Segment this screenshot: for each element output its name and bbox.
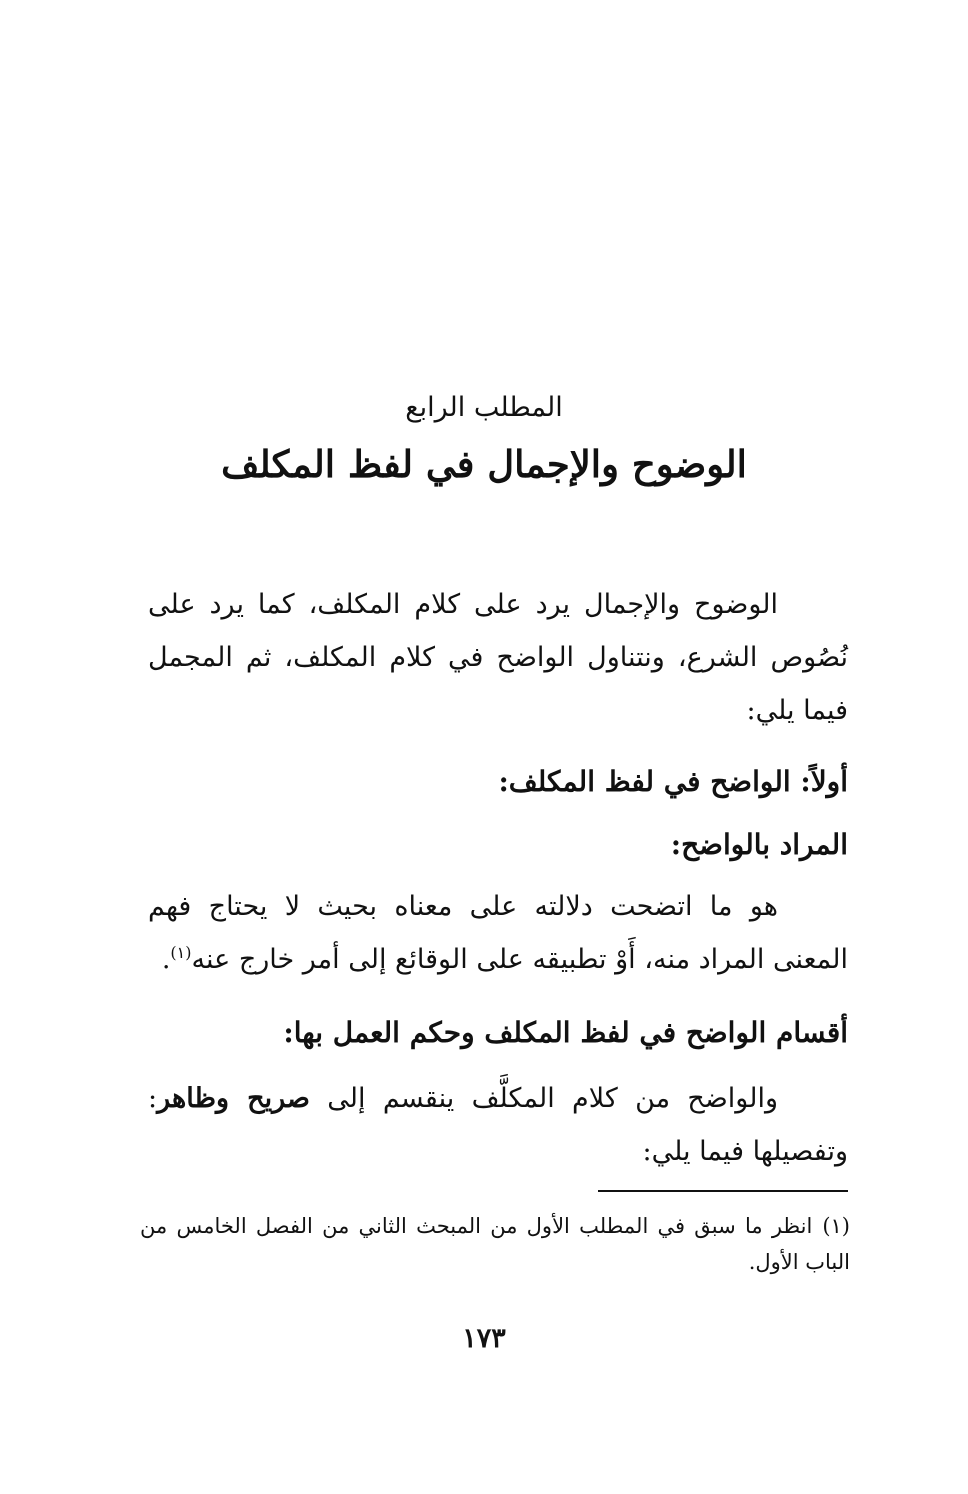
heading-meaning: المراد بالواضح: bbox=[670, 828, 848, 861]
footnote-text: انظر ما سبق في المطلب الأول من المبحث الثاني من الفصل الخامس من الباب الأول. bbox=[140, 1214, 850, 1274]
footnote bbox=[140, 1208, 850, 1280]
footnote-separator bbox=[598, 1190, 848, 1192]
definition-end: . bbox=[161, 944, 171, 975]
definition-text: هو ما اتضحت دلالته على معناه بحيث لا يحتاج فهم المعنى المراد منه، أَوْ تطبيقه على الوقائع إلى أمر خارج عنه bbox=[148, 891, 848, 975]
page-number: ١٧٣ bbox=[462, 1323, 506, 1354]
divisions-text-end: : وتفصيلها فيما يلي: bbox=[148, 1083, 848, 1167]
footnote-number: (١) bbox=[822, 1214, 850, 1238]
divisions-bold-terms: صريح وظاهر bbox=[157, 1083, 310, 1114]
heading-divisions: أقسام الواضح في لفظ المكلف وحكم العمل بها: bbox=[283, 1016, 848, 1049]
divisions-paragraph bbox=[148, 1072, 848, 1178]
definition-paragraph bbox=[148, 880, 848, 986]
section-title: الوضوح والإجمال في لفظ المكلف bbox=[221, 442, 747, 486]
heading-first-clear: أولاً: الواضح في لفظ المكلف: bbox=[498, 765, 848, 798]
section-label: المطلب الرابع bbox=[405, 392, 563, 423]
footnote-reference: (١) bbox=[170, 943, 192, 962]
intro-paragraph: الوضوح والإجمال يرد على كلام المكلف، كما يرد على نُصُوص الشرع، ونتناول الواضح في كلام المكلف، ثم المجمل فيما يلي: bbox=[148, 589, 848, 726]
divisions-text-start: والواضح من كلام المكلَّف ينقسم إلى bbox=[309, 1083, 778, 1114]
